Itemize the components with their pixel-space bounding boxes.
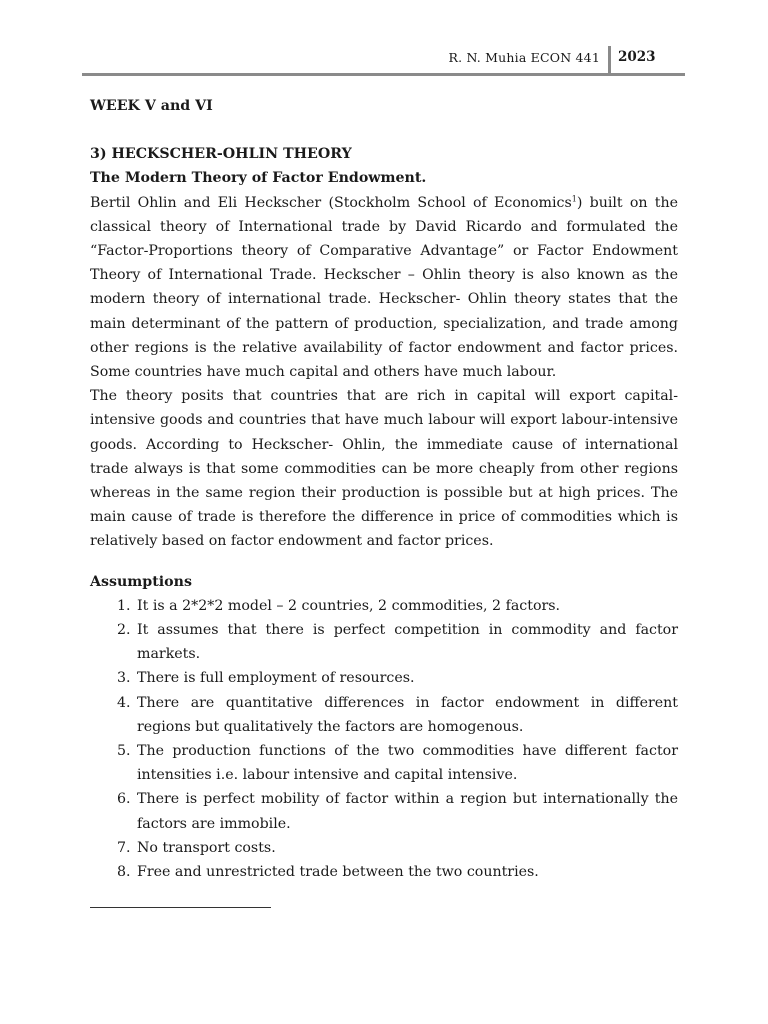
list-item: 8. Free and unrestricted trade between the two countries.: [135, 860, 678, 884]
section-title: 3) HECKSCHER-OHLIN THEORY: [90, 146, 352, 163]
header-separator: [608, 46, 611, 74]
list-item: 5. The production functions of the two commodities have different factor intensities i.e. labour intensive and capital intensive.: [135, 739, 678, 787]
assumptions-list: [90, 594, 678, 884]
paragraph-1: [90, 191, 678, 385]
footnote-separator: [90, 907, 271, 908]
list-item: 4. There are quantitative differences in factor endowment in different regions but qualitatively the factors are homogenous.: [135, 691, 678, 739]
page-header: [82, 46, 685, 76]
list-item: 3. There is full employment of resources.: [135, 666, 678, 690]
header-author: R. N. Muhia ECON 441: [448, 50, 600, 65]
list-item: 7. No transport costs.: [135, 836, 678, 860]
list-item: 1. It is a 2*2*2 model – 2 countries, 2 commodities, 2 factors.: [135, 594, 678, 618]
document-body: [90, 94, 678, 884]
week-heading: WEEK V and VI: [90, 98, 213, 114]
header-year: 2023: [618, 49, 656, 65]
assumptions-title: Assumptions: [90, 573, 192, 590]
list-item: 6. There is perfect mobility of factor within a region but internationally the factors are immobile.: [135, 787, 678, 835]
section-subtitle: The Modern Theory of Factor Endowment.: [90, 170, 427, 187]
list-item: 2. It assumes that there is perfect competition in commodity and factor markets.: [135, 618, 678, 666]
header-rule: [82, 73, 685, 76]
footnote-reference[interactable]: 1: [571, 193, 577, 203]
paragraph-2: The theory posits that countries that are rich in capital will export capital-intensive goods and countries that have much labour will export labour-intensive goods. According to Heckscher- Ohlin, the immediate cause of international trade always is that some commodities can be more cheaply from other regions whereas in the same region their production is possible but at high prices. The main cause of trade is therefore the difference in price of commodities which is relatively based on factor endowment and factor prices.: [90, 388, 678, 550]
paragraph-1-end: ) built on the classical theory of International trade by David Ricardo and formulated the “Factor-Proportions theory of Comparative Advantage” or Factor Endowment Theory of International Trade. Heckscher – Ohlin theory is also known as the modern theory of international trade. Heckscher- Ohlin theory states that the main determinant of the pattern of production, specialization, and trade among other regions is the relative availability of factor endowment and factor prices. Some countries have much capital and others have much labour.: [90, 194, 678, 381]
paragraph-1-start: Bertil Ohlin and Eli Heckscher (Stockholm School of Economics: [90, 194, 572, 211]
